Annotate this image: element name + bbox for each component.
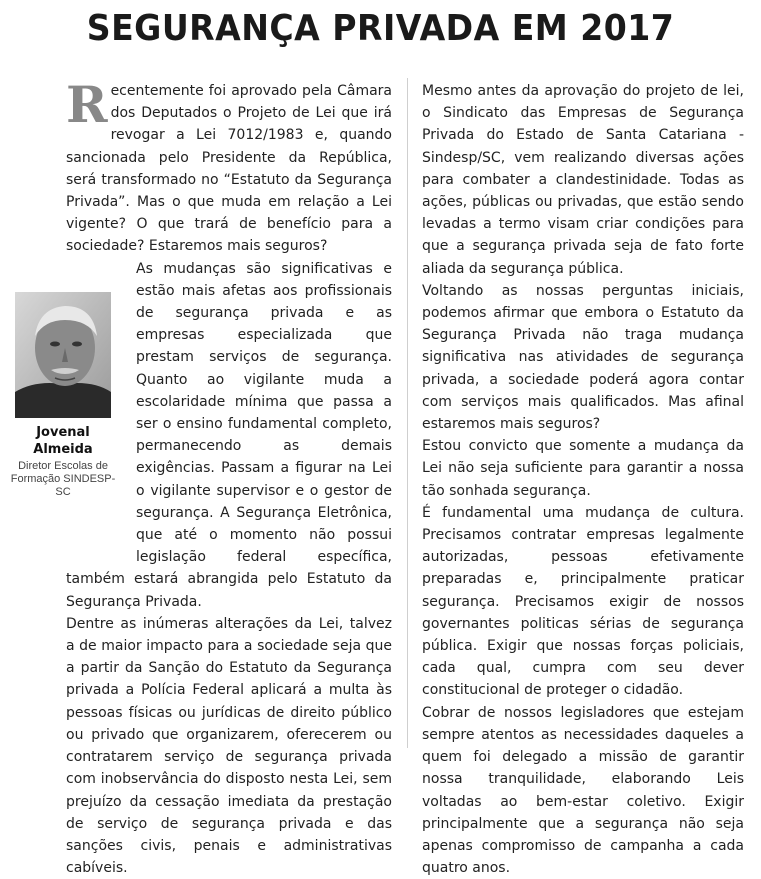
paragraph: [66, 258, 392, 613]
paragraph: É fundamental uma mudança de cultura. Precisamos contratar empresas legalmente autorizadas, pessoas efetivamente preparadas e, principalmente praticar segurança. Precisamos exigir de nossos governantes politicas sérias de segurança pública. Exigir que nossas forças policiais, cada qual, cumpra com seu dever constitucional de proteger o cidadão.: [422, 504, 744, 699]
paragraph: [66, 75, 392, 258]
paragraph: [66, 613, 392, 879]
author-last-name: Almeida: [33, 442, 93, 457]
paragraph-text: Dentre as inúmeras alterações da Lei, talvez a de maior impacto para a sociedade seja que a partir da Sanção do Estatuto da Segurança privada a Polícia Federal aplicará a multa às pessoas físicas ou jurídicas de direito público ou privado que organizarem, oferecerem ou contratarem serviço de segurança privada com inobservância do disposto nesta Lei, sem prejuízo da cessação imediata da prestação de serviço de segurança privada e das sanções civis, penais e administrativas cabíveis.: [66, 615, 392, 877]
drop-cap: R: [66, 75, 108, 134]
paragraph: Cobrar de nossos legisladores que estejam sempre atentos as necessidades daqueles a quem foi delegado a missão de garantir nossa tranquilidade, elaborando Leis voltadas ao bem-estar coletivo. Exigir principalmente que a segurança não seja apenas compromisso de campanha a cada quatro anos.: [422, 704, 744, 877]
paragraph-text: ecentemente foi aprovado pela Câmara dos Deputados o Projeto de Lei que irá revogar a Lei 7012/1983 e, quando sancionada pelo Presidente da República, será transformado no “Estatuto da Segurança Privada”. Mas o que muda em relação a Lei vigente? O que trará de benefício para a sociedade? Estaremos mais seguros?: [66, 83, 392, 255]
left-column: [66, 75, 392, 879]
paragraph: Voltando as nossas perguntas iniciais, podemos afirmar que embora o Estatuto da Segurança Privada não traga mudança significativa nas atividades de segurança privada, a sociedade poderá agora contar com serviços mais qualificados. Mas afinal estaremos mais seguros?: [422, 282, 744, 433]
author-role: Diretor Escolas de Formação SINDESP-SC: [10, 460, 116, 498]
author-first-name: Jovenal: [36, 425, 90, 440]
paragraph: Estou convicto que somente a mudança da Lei não seja suficiente para garantir a nossa tão sonhada segurança.: [422, 438, 744, 499]
paragraph: Mesmo antes da aprovação do projeto de lei, o Sindicato das Empresas de Segurança Privada do Estado de Santa Catariana - Sindesp/SC, vem realizando diversas ações para combater a clandestinidade. Todas as ações, públicas ou privadas, que estão sendo levadas a termo visam criar condições para que a segurança privada seja de fato forte aliada da segurança pública.: [422, 83, 744, 277]
paragraph-text: As mudanças são significativas e estão mais afetas aos profissionais de segurança privada e as empresas especializada que prestam serviços de segurança. Quanto ao vigilante muda a escolaridade mínima que passa a ser o ensino fundamental completo, permanecendo as demais exigências. Passam a figurar na Lei o vigilante supervisor e o gestor de segurança. A Segurança Eletrônica, que até o momento não possui legislação federal específica, também estará abrangida pelo Estatuto da Segurança Privada.: [66, 260, 392, 610]
photo-wrap-spacer: [66, 302, 134, 552]
right-column: [422, 80, 744, 879]
column-divider: [407, 78, 408, 748]
headline: SEGURANÇA PRIVADA EM 2017: [86, 8, 675, 49]
